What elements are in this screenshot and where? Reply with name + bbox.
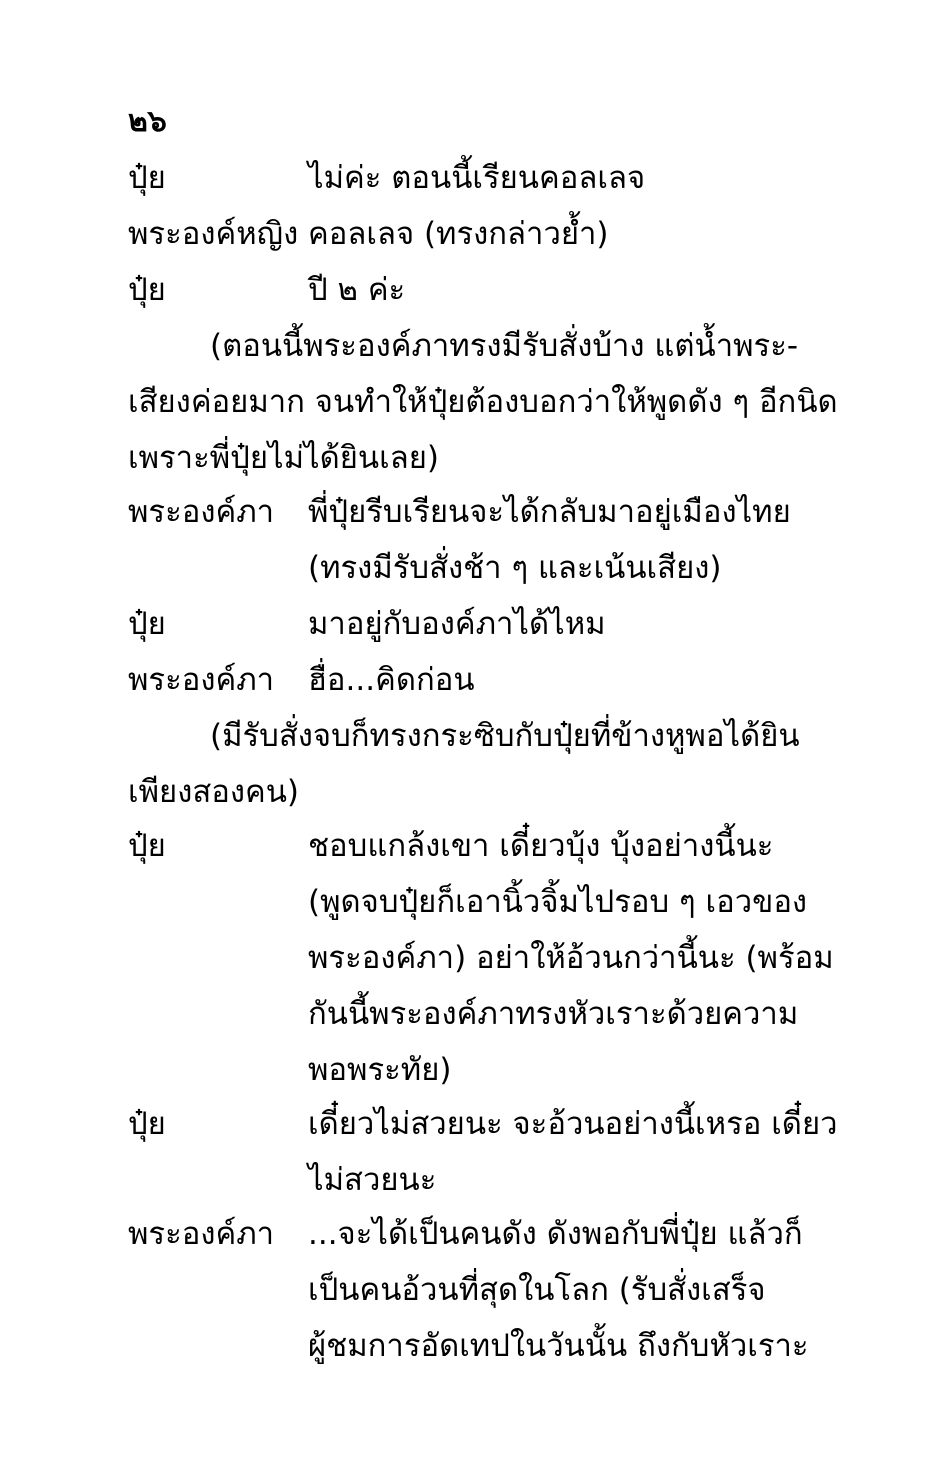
speaker-name: พระองค์ภา [128,494,275,530]
speaker-name: ปุ๋ย [128,606,166,642]
dialogue-text: ไม่ค่ะ ตอนนี้เรียนคอลเลจ [308,160,646,196]
speaker-name: ปุ๋ย [128,1106,166,1142]
speaker-name: ปุ๋ย [128,160,166,196]
stage-direction: (มีรับสั่งจบก็ทรงกระซิบกับปุ๋ยที่ข้างหูพอได้ยิน เพียงสองคน) [128,718,800,810]
stage-direction: (ตอนนี้พระองค์ภาทรงมีรับสั่งบ้าง แต่น้ำพระ- เสียงค่อยมาก จนทำให้ปุ๋ยต้องบอกว่าให้พูดดัง ๆ อีกนิด เพราะพี่ปุ๋ยไม่ได้ยินเลย) [128,328,838,476]
dialogue-text: ปี ๒ ค่ะ [308,272,406,308]
page-number: ๒๖ [128,104,167,139]
dialogue-text: พี่ปุ๋ยรีบเรียนจะได้กลับมาอยู่เมืองไทย (ทรงมีรับสั่งช้า ๆ และเน้นเสียง) [308,494,791,586]
speaker-name: พระองค์ภา [128,1216,275,1252]
dialogue-text: เดี๋ยวไม่สวยนะ จะอ้วนอย่างนี้เหรอ เดี๋ยว ไม่สวยนะ [308,1106,838,1198]
dialogue-text: มาอยู่กับองค์ภาได้ไหม [308,606,606,642]
dialogue-text: ชอบแกล้งเขา เดี๋ยวบุ้ง บุ้งอย่างนี้นะ (พูดจบปุ๋ยก็เอานิ้วจิ้มไปรอบ ๆ เอวของ พระองค์ภา) อย่าให้อ้วนกว่านี้นะ (พร้อม กันนี้พระองค์ภาทรงหัวเราะด้วยความ พอพระทัย) [308,828,834,1088]
dialogue-text: ฮื่อ...คิดก่อน [308,662,475,698]
dialogue-text: ...จะได้เป็นคนดัง ดังพอกับพี่ปุ๋ย แล้วก็ เป็นคนอ้วนที่สุดในโลก (รับสั่งเสร็จ ผู้ชมการอัดเทปในวันนั้น ถึงกับหัวเราะ [308,1216,809,1364]
speaker-name: พระองค์หญิง [128,216,299,252]
dialogue-text: คอลเลจ (ทรงกล่าวย้ำ) [308,216,609,252]
speaker-name: พระองค์ภา [128,662,275,698]
speaker-name: ปุ๋ย [128,272,166,308]
speaker-name: ปุ๋ย [128,828,166,864]
